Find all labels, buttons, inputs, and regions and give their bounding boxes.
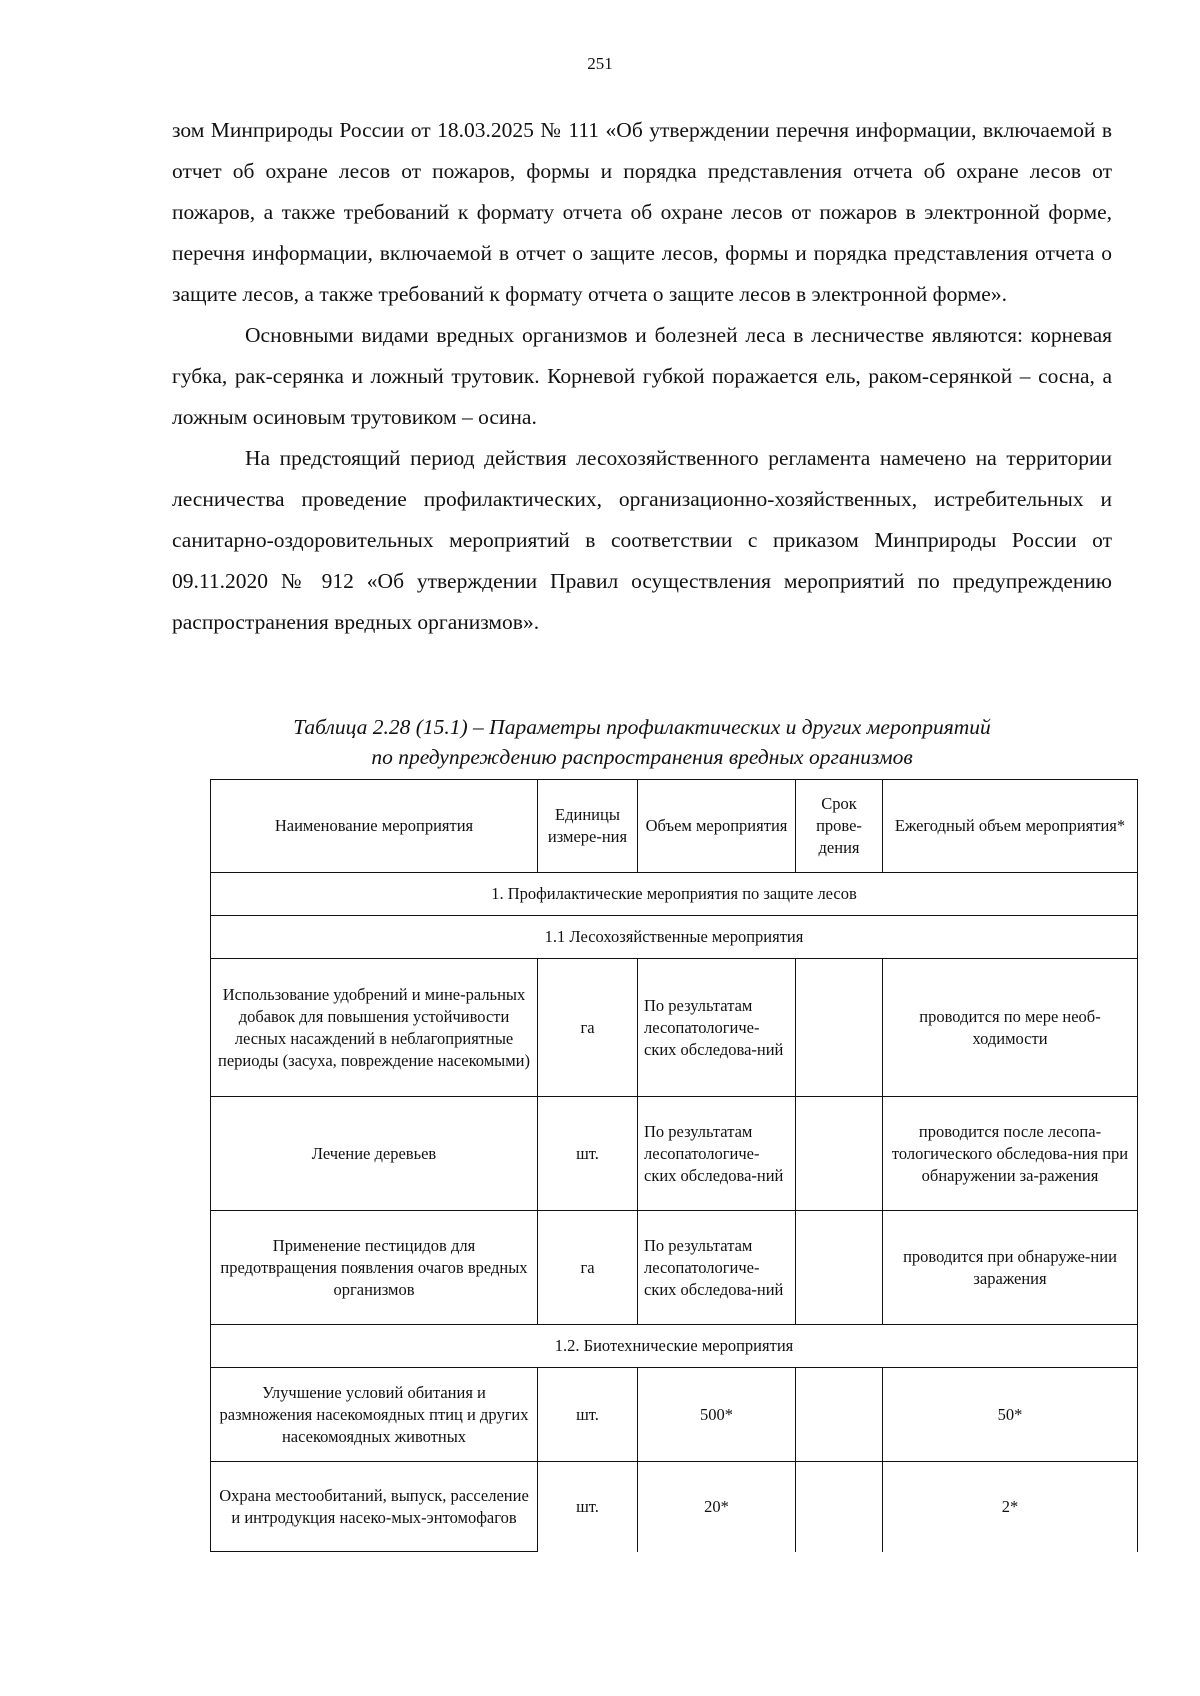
cell-unit: шт. [538, 1368, 638, 1462]
section-row [211, 873, 1138, 916]
section-row [211, 916, 1138, 959]
header-annual: Ежегодный объем мероприятия* [883, 780, 1138, 873]
section-1-1-title: 1.1 Лесохозяйственные мероприятия [211, 916, 1138, 959]
cell-volume: По результатам лесопатологиче-ских обследова-ний [638, 959, 796, 1097]
cell-name: Улучшение условий обитания и размножения насекомоядных птиц и других насекомоядных животных [211, 1368, 538, 1462]
cell-annual: 2* [883, 1462, 1138, 1552]
cell-annual: проводится после лесопа-тологического обследова-ния при обнаружении за-ражения [883, 1097, 1138, 1211]
section-row [211, 1325, 1138, 1368]
table-caption [172, 712, 1112, 772]
table-row [211, 1211, 1138, 1325]
paragraph-2: Основными видами вредных организмов и болезней леса в лесничестве являются: корневая губка, рак-серянка и ложный трутовик. Корневой губкой поражается ель, раком-серянкой – сосна, а ложным осиновым трутовиком – осина. [172, 323, 1112, 429]
section-1-title: 1. Профилактические мероприятия по защите лесов [211, 873, 1138, 916]
cell-term [796, 1097, 883, 1211]
cell-term [796, 1368, 883, 1462]
body-text [172, 110, 1112, 643]
table-caption-line-2: по предупреждению распространения вредных организмов [371, 745, 913, 769]
table-row [211, 959, 1138, 1097]
cell-unit: га [538, 959, 638, 1097]
cell-volume: 20* [638, 1462, 796, 1552]
paragraph-1: зом Минприроды России от 18.03.2025 № 111 «Об утверждении перечня информации, включаемой в отчет об охране лесов от пожаров, формы и порядка представления отчета об охране лесов от пожаров, а также требований к формату отчета об охране лесов от пожаров в электронной форме, перечня информации, включаемой в отчет о защите лесов, формы и порядка представления отчета о защите лесов, а также требований к формату отчета о защите лесов в электронной форме». [172, 118, 1112, 306]
cell-term [796, 959, 883, 1097]
table-caption-line-1: Таблица 2.28 (15.1) – Параметры профилактических и других мероприятий [293, 715, 991, 739]
section-1-2-title: 1.2. Биотехнические мероприятия [211, 1325, 1138, 1368]
cell-name: Применение пестицидов для предотвращения появления очагов вредных организмов [211, 1211, 538, 1325]
cell-annual: проводится по мере необ-ходимости [883, 959, 1138, 1097]
cell-name: Лечение деревьев [211, 1097, 538, 1211]
cell-name: Охрана местообитаний, выпуск, расселение и интродукция насеко-мых-энтомофагов [211, 1462, 538, 1552]
cell-unit: шт. [538, 1097, 638, 1211]
table-row [211, 1097, 1138, 1211]
cell-unit: га [538, 1211, 638, 1325]
paragraph-3: На предстоящий период действия лесохозяйственного регламента намечено на территории лесничества проведение профилактических, организационно-хозяйственных, истребительных и санитарно-оздоровительных мероприятий в соответствии с приказом Минприроды России от 09.11.2020 № 912 «Об утверждении Правил осуществления мероприятий по предупреждению распространения вредных организмов». [172, 446, 1112, 634]
table-row [211, 1368, 1138, 1462]
cell-term [796, 1462, 883, 1552]
measures-table [210, 779, 1138, 1552]
header-term: Срок прове-дения [796, 780, 883, 873]
cell-annual: проводится при обнаруже-нии заражения [883, 1211, 1138, 1325]
table-row [211, 1462, 1138, 1552]
cell-term [796, 1211, 883, 1325]
page-number: 251 [587, 54, 613, 73]
cell-volume: По результатам лесопатологиче-ских обследова-ний [638, 1097, 796, 1211]
cell-volume: 500* [638, 1368, 796, 1462]
cell-annual: 50* [883, 1368, 1138, 1462]
header-name: Наименование мероприятия [211, 780, 538, 873]
cell-volume: По результатам лесопатологиче-ских обследова-ний [638, 1211, 796, 1325]
header-volume: Объем мероприятия [638, 780, 796, 873]
cell-name: Использование удобрений и мине-ральных добавок для повышения устойчивости лесных насаждений в неблагоприятные периоды (засуха, повреждение насекомыми) [211, 959, 538, 1097]
table-header-row [211, 780, 1138, 873]
cell-unit: шт. [538, 1462, 638, 1552]
header-unit: Единицы измере-ния [538, 780, 638, 873]
